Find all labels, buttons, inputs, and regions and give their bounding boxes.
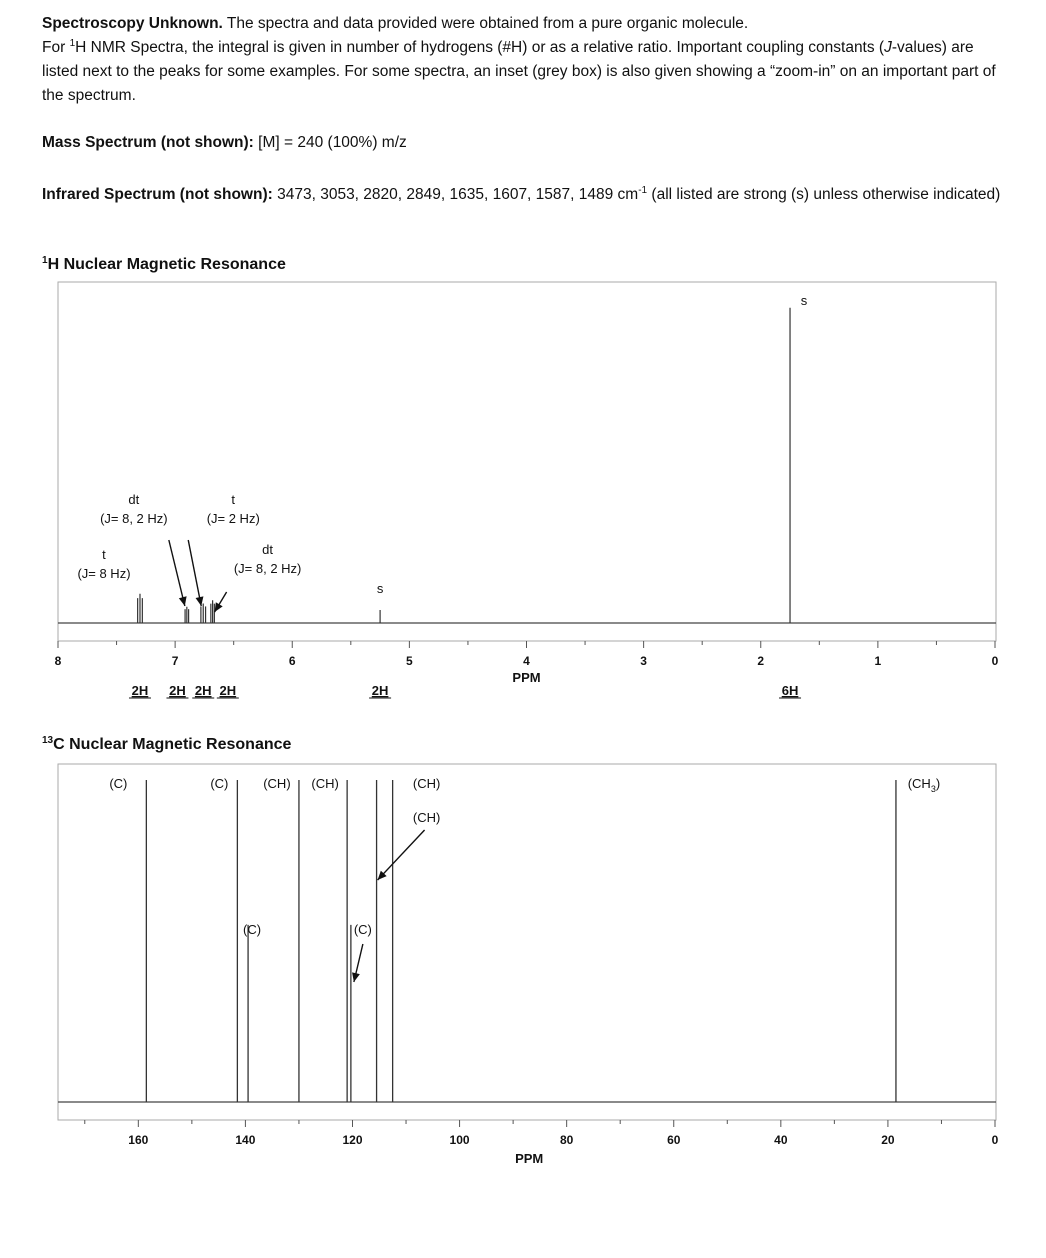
c-nmr-peak-label: $(CH_3)$ xyxy=(907,776,941,794)
h-nmr-tick-label: 0 xyxy=(991,654,999,668)
c-nmr-sup: 13 xyxy=(42,735,54,746)
c-nmr-peak-label: (C) xyxy=(243,922,262,937)
infrared-value: 3473, 3053, 2820, 2849, 1635, 1607, 1587, 1489 cm xyxy=(277,186,639,203)
h-nmr-peak-annotation: s xyxy=(800,293,808,308)
c-nmr-tick-label: 40 xyxy=(774,1133,788,1147)
h-nmr-sup: 1 xyxy=(42,255,48,266)
c-nmr-tick-label: 20 xyxy=(881,1133,895,1147)
c-nmr-plot-frame xyxy=(58,764,996,1120)
h-nmr-integral: 2H xyxy=(169,683,186,698)
h-nmr-peak-annotation: t xyxy=(231,492,236,507)
intro-sentence-1: The spectra and data provided were obtained from a pure organic molecule. xyxy=(226,15,749,32)
intro-text: For xyxy=(42,39,70,56)
h-nmr-integral: 2H xyxy=(219,683,237,698)
h-nmr-peak-annotation: dt xyxy=(262,542,274,557)
c-nmr-peak-label: (CH) xyxy=(311,776,339,791)
h-nmr-tick-label: 3 xyxy=(640,654,647,668)
c-nmr-paren: ) xyxy=(935,776,941,791)
c-nmr-tick-label: 100 xyxy=(449,1133,470,1147)
intro-sup: 1 xyxy=(69,38,76,49)
c-nmr-peak-label: (C) xyxy=(210,776,229,791)
intro-title: Spectroscopy Unknown. xyxy=(42,15,223,32)
c-nmr-peak-label: (C) xyxy=(109,776,128,791)
c-nmr-subscript: 3 xyxy=(930,784,936,794)
c-nmr-tick-label: 60 xyxy=(667,1133,681,1147)
c-nmr-peak-label: (C) xyxy=(353,922,372,937)
c-nmr-tick-label: 140 xyxy=(235,1133,256,1147)
h-nmr-peak-annotation: (J= 2 Hz) xyxy=(206,511,260,526)
intro-j: J xyxy=(884,39,892,56)
h-nmr-tick-label: 8 xyxy=(54,654,62,668)
h-nmr-peak-annotation: dt xyxy=(128,492,140,507)
c-nmr-annotation-arrow xyxy=(378,830,425,880)
intro-text: -values) are listed next to the peaks for some examples. For some spectra, an inset (grey box) is also given showing a “zoom-in” on an important part of the spectrum. xyxy=(42,39,996,104)
mass-spectrum-label: Mass Spectrum (not shown): xyxy=(42,134,254,151)
c-nmr-peak-label: (CH) xyxy=(412,776,441,791)
h-nmr-tick-label: 7 xyxy=(171,654,179,668)
h-nmr-tick-label: 2 xyxy=(757,654,765,668)
h-nmr-peak-annotation: (J= 8 Hz) xyxy=(77,566,131,581)
h-nmr-tick-label: 4 xyxy=(523,654,530,668)
h-nmr-title-text: H Nuclear Magnetic Resonance xyxy=(47,256,286,273)
infrared-sup: -1 xyxy=(638,185,648,196)
h-nmr-integral: 6H xyxy=(781,683,799,698)
c-nmr-x-axis-label: PPM xyxy=(515,1151,544,1166)
mass-spectrum-value: [M] = 240 (100%) m/z xyxy=(258,134,407,151)
h-nmr-peak-annotation: t xyxy=(102,547,106,562)
c-nmr-peak-label: (CH) xyxy=(412,810,441,825)
infrared-value-post: (all listed are strong (s) unless otherwise indicated) xyxy=(647,186,1001,203)
h-nmr-integral: 2H xyxy=(194,683,212,698)
infrared-label: Infrared Spectrum (not shown): xyxy=(42,186,273,203)
c-nmr-peak-label: (CH) xyxy=(263,776,291,791)
h-nmr-peak-annotation: s xyxy=(376,581,384,596)
c-nmr-tick-label: 0 xyxy=(991,1133,999,1147)
h-nmr-tick-label: 6 xyxy=(288,654,296,668)
c-nmr-tick-label: 120 xyxy=(342,1133,363,1147)
c-nmr-tick-label: 80 xyxy=(559,1133,574,1147)
h-nmr-integral: 2H xyxy=(131,683,149,698)
h-nmr-x-axis-label: PPM xyxy=(512,670,541,685)
c-nmr-title-text: C Nuclear Magnetic Resonance xyxy=(53,736,292,753)
h-nmr-integral: 2H xyxy=(371,683,389,698)
h-nmr-peak-annotation: (J= 8, 2 Hz) xyxy=(233,561,302,576)
h-nmr-peak-annotation: (J= 8, 2 Hz) xyxy=(100,511,168,526)
c-nmr-annotation-arrow-head xyxy=(352,972,360,982)
c-nmr-tick-label: 160 xyxy=(128,1133,149,1147)
h-nmr-tick-label: 5 xyxy=(406,654,413,668)
intro-text: H NMR Spectra, the integral is given in number of hydrogens (#H) or as a relative ratio. Important coupling constants ( xyxy=(75,39,885,56)
h-nmr-tick-label: 1 xyxy=(874,654,882,668)
